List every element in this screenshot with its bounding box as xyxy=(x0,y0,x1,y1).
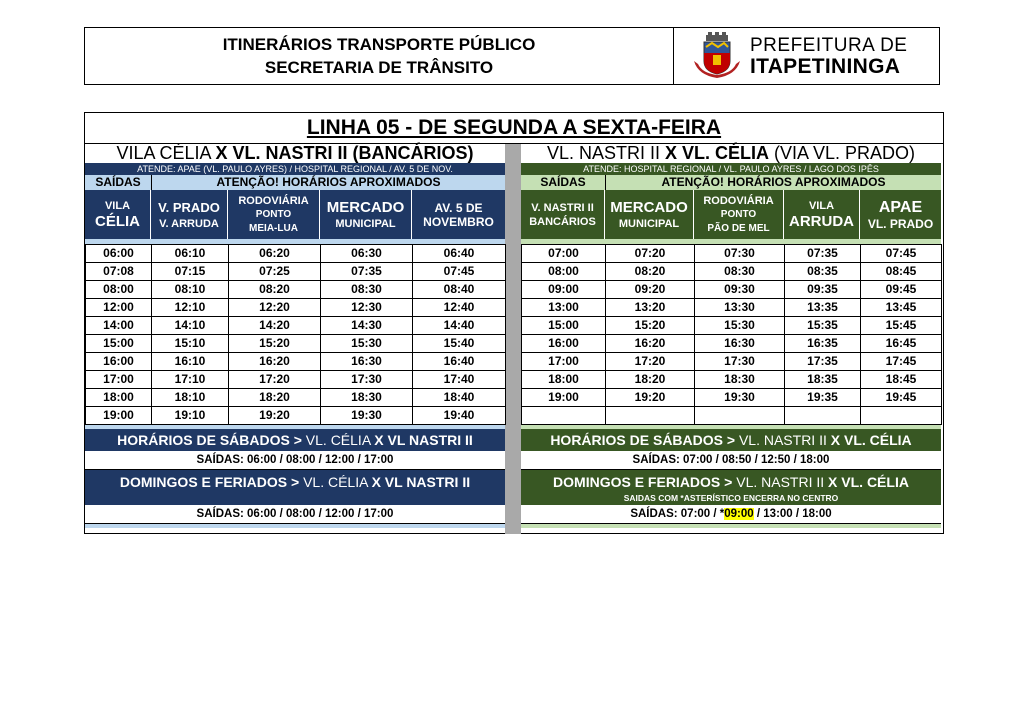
route-left xyxy=(85,144,505,528)
table-row xyxy=(522,371,942,389)
time-cell: 09:45 xyxy=(861,281,942,299)
time-cell: 15:40 xyxy=(413,335,506,353)
time-cell: 17:30 xyxy=(695,353,785,371)
table-row xyxy=(522,281,942,299)
sunday-band: DOMINGOS E FERIADOS > VL. CÉLIA X VL NASTRI II xyxy=(85,470,505,505)
time-cell: 17:00 xyxy=(522,353,606,371)
col-header: AV. 5 DE NOVEMBRO xyxy=(423,200,494,229)
table-row xyxy=(86,245,506,263)
time-cell: 07:25 xyxy=(229,263,321,281)
time-cell: 17:20 xyxy=(606,353,695,371)
time-cell xyxy=(695,407,785,425)
brand-text xyxy=(750,35,907,77)
col-header: APAE VL. PRADO xyxy=(867,198,934,231)
time-cell: 17:30 xyxy=(321,371,413,389)
table-row xyxy=(86,317,506,335)
time-cell: 13:30 xyxy=(695,299,785,317)
time-cell xyxy=(785,407,861,425)
time-cell: 16:10 xyxy=(152,353,229,371)
time-cell: 09:30 xyxy=(695,281,785,299)
attention-label: ATENÇÃO! HORÁRIOS APROXIMADOS xyxy=(216,175,441,189)
time-cell: 17:45 xyxy=(861,353,942,371)
sunday-times: SAÍDAS: 07:00 / *09:00 / 13:00 / 18:00 xyxy=(521,505,941,524)
time-cell: 18:00 xyxy=(86,389,152,407)
saidas-label: SAÍDAS xyxy=(85,175,152,190)
time-cell: 18:45 xyxy=(861,371,942,389)
time-cell: 06:00 xyxy=(86,245,152,263)
time-cell: 08:10 xyxy=(152,281,229,299)
served-places: ATENDE: APAE (VL. PAULO AYRES) / HOSPITAL REGIONAL / AV. 5 DE NOV. xyxy=(85,163,505,175)
time-cell: 18:10 xyxy=(152,389,229,407)
time-cell: 19:45 xyxy=(861,389,942,407)
time-cell: 12:40 xyxy=(413,299,506,317)
time-cell: 07:45 xyxy=(861,245,942,263)
table-row xyxy=(522,245,942,263)
time-cell: 06:30 xyxy=(321,245,413,263)
time-cell: 08:20 xyxy=(606,263,695,281)
sunday-band: DOMINGOS E FERIADOS > VL. NASTRI II X VL. CÉLIA SAIDAS COM *ASTERÍSTICO ENCERRA NO CENTRO xyxy=(521,470,941,505)
time-cell: 15:45 xyxy=(861,317,942,335)
time-cell: 19:20 xyxy=(606,389,695,407)
time-cell: 08:35 xyxy=(785,263,861,281)
time-cell: 19:35 xyxy=(785,389,861,407)
time-cell: 16:00 xyxy=(522,335,606,353)
time-cell: 08:30 xyxy=(695,263,785,281)
time-cell: 13:35 xyxy=(785,299,861,317)
time-cell xyxy=(606,407,695,425)
table-row xyxy=(86,353,506,371)
brand-line-2: ITAPETININGA xyxy=(750,55,901,78)
time-cell: 19:40 xyxy=(413,407,506,425)
time-cell: 16:30 xyxy=(321,353,413,371)
time-cell: 18:20 xyxy=(229,389,321,407)
saidas-header xyxy=(85,175,505,190)
col-header: RODOVIÁRIA PONTO MEIA-LUA xyxy=(228,190,320,239)
time-cell: 07:15 xyxy=(152,263,229,281)
table-row xyxy=(86,389,506,407)
time-cell: 19:00 xyxy=(522,389,606,407)
col-header: VILA ARRUDA xyxy=(784,190,860,239)
time-cell: 17:35 xyxy=(785,353,861,371)
time-cell: 18:00 xyxy=(522,371,606,389)
time-cell: 08:20 xyxy=(229,281,321,299)
time-cell: 08:45 xyxy=(861,263,942,281)
time-cell: 16:45 xyxy=(861,335,942,353)
time-cell: 08:00 xyxy=(522,263,606,281)
time-cell: 07:35 xyxy=(321,263,413,281)
header-title: ITINERÁRIOS TRANSPORTE PÚBLICO xyxy=(222,35,536,54)
time-cell: 07:45 xyxy=(413,263,506,281)
time-cell: 19:30 xyxy=(695,389,785,407)
col-header: VILA CÉLIA xyxy=(85,190,151,239)
time-cell: 09:20 xyxy=(606,281,695,299)
time-cell xyxy=(522,407,606,425)
time-cell: 15:30 xyxy=(695,317,785,335)
table-row xyxy=(522,263,942,281)
time-cell: 07:00 xyxy=(522,245,606,263)
time-cell: 15:20 xyxy=(229,335,321,353)
saturday-times: SAÍDAS: 07:00 / 08:50 / 12:50 / 18:00 xyxy=(521,451,941,470)
table-row xyxy=(522,335,942,353)
attention-label: ATENÇÃO! HORÁRIOS APROXIMADOS xyxy=(661,175,886,189)
saturday-band: HORÁRIOS DE SÁBADOS > VL. CÉLIA X VL NASTRI II xyxy=(85,429,505,451)
sunday-note: SAIDAS COM *ASTERÍSTICO ENCERRA NO CENTRO xyxy=(623,493,839,503)
served-places: ATENDE: HOSPITAL REGIONAL / VL. PAULO AYRES / LAGO DOS IPÊS xyxy=(521,163,941,175)
spacer xyxy=(521,524,941,528)
column-headers xyxy=(521,190,941,239)
time-cell: 18:35 xyxy=(785,371,861,389)
saidas-header xyxy=(521,175,941,190)
route-right xyxy=(521,144,941,528)
document-header xyxy=(84,27,940,85)
time-cell: 16:35 xyxy=(785,335,861,353)
time-cell: 19:10 xyxy=(152,407,229,425)
route-name: VILA CÉLIA X VL. NASTRI II (BANCÁRIOS) xyxy=(116,143,474,163)
table-row xyxy=(522,317,942,335)
table-row xyxy=(86,263,506,281)
table-row xyxy=(86,407,506,425)
column-headers xyxy=(85,190,505,239)
time-cell: 17:00 xyxy=(86,371,152,389)
time-cell: 17:20 xyxy=(229,371,321,389)
sunday-times: SAÍDAS: 06:00 / 08:00 / 12:00 / 17:00 xyxy=(85,505,505,524)
time-cell: 15:10 xyxy=(152,335,229,353)
route-name: VL. NASTRI II X VL. CÉLIA (VIA VL. PRADO) xyxy=(546,143,916,163)
time-cell: 15:30 xyxy=(321,335,413,353)
saturday-times: SAÍDAS: 06:00 / 08:00 / 12:00 / 17:00 xyxy=(85,451,505,470)
times-table xyxy=(85,244,506,425)
col-header: RODOVIÁRIA PONTO PÃO DE MEL xyxy=(694,190,784,239)
time-cell: 13:45 xyxy=(861,299,942,317)
saturday-band: HORÁRIOS DE SÁBADOS > VL. NASTRI II X VL. CÉLIA xyxy=(521,429,941,451)
time-cell: 12:10 xyxy=(152,299,229,317)
table-row xyxy=(522,389,942,407)
schedule-box xyxy=(84,112,944,534)
time-cell: 16:20 xyxy=(229,353,321,371)
col-header: V. PRADO V. ARRUDA xyxy=(151,190,228,239)
time-cell: 09:00 xyxy=(522,281,606,299)
time-cell: 16:40 xyxy=(413,353,506,371)
time-cell: 08:00 xyxy=(86,281,152,299)
saidas-label: SAÍDAS xyxy=(521,175,606,190)
time-cell: 07:08 xyxy=(86,263,152,281)
time-cell: 14:30 xyxy=(321,317,413,335)
time-cell: 18:40 xyxy=(413,389,506,407)
col-header: MERCADO MUNICIPAL xyxy=(605,190,694,239)
time-cell: 07:35 xyxy=(785,245,861,263)
time-cell: 06:20 xyxy=(229,245,321,263)
time-cell: 16:20 xyxy=(606,335,695,353)
table-row xyxy=(522,407,942,425)
brand-line-1: PREFEITURA DE xyxy=(750,35,908,56)
time-cell: 08:30 xyxy=(321,281,413,299)
table-row xyxy=(86,335,506,353)
table-row xyxy=(522,299,942,317)
time-cell: 06:10 xyxy=(152,245,229,263)
time-cell: 17:40 xyxy=(413,371,506,389)
highlighted-time: 09:00 xyxy=(724,508,754,520)
time-cell: 15:00 xyxy=(86,335,152,353)
time-cell: 08:40 xyxy=(413,281,506,299)
column-separator xyxy=(505,144,521,534)
city-brand xyxy=(674,28,939,84)
time-cell: 16:00 xyxy=(86,353,152,371)
time-cell: 19:30 xyxy=(321,407,413,425)
time-cell: 18:30 xyxy=(695,371,785,389)
time-cell: 14:10 xyxy=(152,317,229,335)
time-cell: 12:30 xyxy=(321,299,413,317)
col-header: MERCADO MUNICIPAL xyxy=(320,190,412,239)
time-cell: 15:00 xyxy=(522,317,606,335)
time-cell: 06:40 xyxy=(413,245,506,263)
time-cell: 19:20 xyxy=(229,407,321,425)
time-cell: 12:00 xyxy=(86,299,152,317)
table-row xyxy=(86,281,506,299)
time-cell: 07:30 xyxy=(695,245,785,263)
city-seal-icon xyxy=(692,31,742,81)
times-table xyxy=(521,244,942,425)
col-header: V. NASTRI II BANCÁRIOS xyxy=(521,190,605,239)
table-row xyxy=(86,299,506,317)
time-cell xyxy=(861,407,942,425)
time-cell: 15:35 xyxy=(785,317,861,335)
header-subtitle: SECRETARIA DE TRÂNSITO xyxy=(264,58,494,77)
time-cell: 14:40 xyxy=(413,317,506,335)
time-cell: 19:00 xyxy=(86,407,152,425)
time-cell: 18:30 xyxy=(321,389,413,407)
time-cell: 17:10 xyxy=(152,371,229,389)
time-cell: 14:00 xyxy=(86,317,152,335)
schedule-title: LINHA 05 - DE SEGUNDA A SEXTA-FEIRA xyxy=(85,113,943,144)
spacer xyxy=(85,524,505,528)
time-cell: 13:00 xyxy=(522,299,606,317)
time-cell: 12:20 xyxy=(229,299,321,317)
table-row xyxy=(522,353,942,371)
time-cell: 09:35 xyxy=(785,281,861,299)
time-cell: 07:20 xyxy=(606,245,695,263)
time-cell: 18:20 xyxy=(606,371,695,389)
time-cell: 16:30 xyxy=(695,335,785,353)
time-cell: 15:20 xyxy=(606,317,695,335)
table-row xyxy=(86,371,506,389)
header-titles xyxy=(85,28,674,84)
time-cell: 14:20 xyxy=(229,317,321,335)
time-cell: 13:20 xyxy=(606,299,695,317)
